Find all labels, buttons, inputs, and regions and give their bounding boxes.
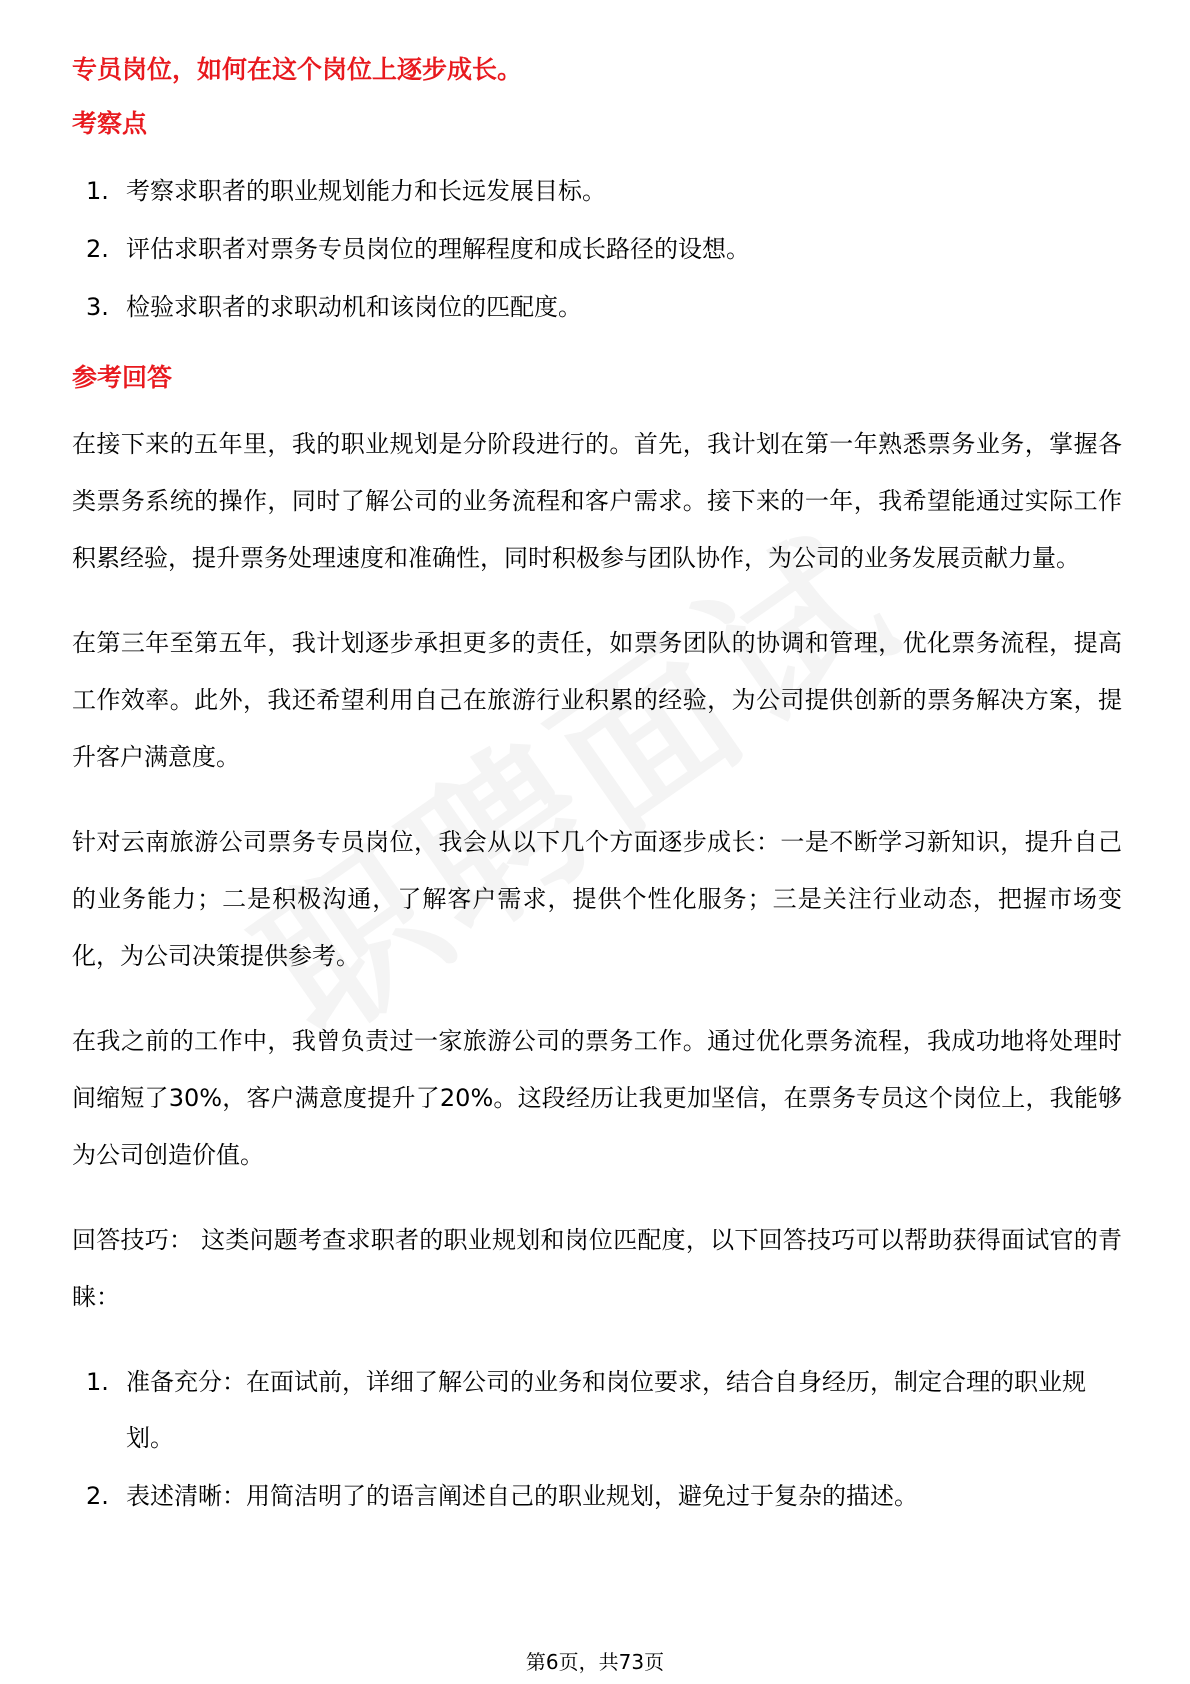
list-item	[72, 162, 1122, 220]
list-item-text: 评估求职者对票务专员岗位的理解程度和成长路径的设想。	[126, 235, 750, 263]
list-item	[72, 278, 1122, 336]
list-item	[72, 1354, 1122, 1466]
list-item-number: 2.	[86, 1482, 109, 1510]
answer-tips-intro: 回答技巧： 这类问题考查求职者的职业规划和岗位匹配度，以下回答技巧可以帮助获得面试官的青睐：	[72, 1226, 1122, 1311]
assessment-heading: 考察点	[72, 109, 148, 138]
list-item-number: 1.	[86, 177, 109, 205]
list-item-text: 表述清晰：用简洁明了的语言阐述自己的职业规划，避免过于复杂的描述。	[126, 1482, 918, 1510]
answer-paragraph-3: 针对云南旅游公司票务专员岗位，我会从以下几个方面逐步成长：一是不断学习新知识，提升自己的业务能力；二是积极沟通，了解客户需求，提供个性化服务；三是关注行业动态，把握市场变化，为公司决策提供参考。	[72, 828, 1122, 970]
list-item	[72, 220, 1122, 278]
list-item-text: 考察求职者的职业规划能力和长远发展目标。	[126, 177, 606, 205]
page-content	[72, 50, 1122, 1524]
answer-heading: 参考回答	[72, 363, 173, 392]
list-item-text: 准备充分：在面试前，详细了解公司的业务和岗位要求，结合自身经历，制定合理的职业规划。	[126, 1368, 1086, 1452]
answer-paragraph-1: 在接下来的五年里，我的职业规划是分阶段进行的。首先，我计划在第一年熟悉票务业务，掌握各类票务系统的操作，同时了解公司的业务流程和客户需求。接下来的一年，我希望能通过实际工作积累经验，提升票务处理速度和准确性，同时积极参与团队协作，为公司的业务发展贡献力量。	[72, 430, 1122, 572]
page-number: 第6页，共73页	[525, 1650, 665, 1674]
answer-paragraph-4: 在我之前的工作中，我曾负责过一家旅游公司的票务工作。通过优化票务流程，我成功地将处理时间缩短了30%，客户满意度提升了20%。这段经历让我更加坚信，在票务专员这个岗位上，我能够为公司创造价值。	[72, 1027, 1122, 1169]
tips-list	[72, 1354, 1122, 1524]
list-item-number: 1.	[86, 1368, 109, 1396]
question-title: 专员岗位，如何在这个岗位上逐步成长。	[72, 55, 523, 84]
answer-paragraph-2: 在第三年至第五年，我计划逐步承担更多的责任，如票务团队的协调和管理，优化票务流程，提高工作效率。此外，我还希望利用自己在旅游行业积累的经验，为公司提供创新的票务解决方案，提升客户满意度。	[72, 629, 1122, 771]
list-item-text: 检验求职者的求职动机和该岗位的匹配度。	[126, 293, 582, 321]
list-item	[72, 1468, 1122, 1524]
assessment-list	[72, 162, 1122, 336]
list-item-number: 3.	[86, 293, 109, 321]
list-item-number: 2.	[86, 235, 109, 263]
